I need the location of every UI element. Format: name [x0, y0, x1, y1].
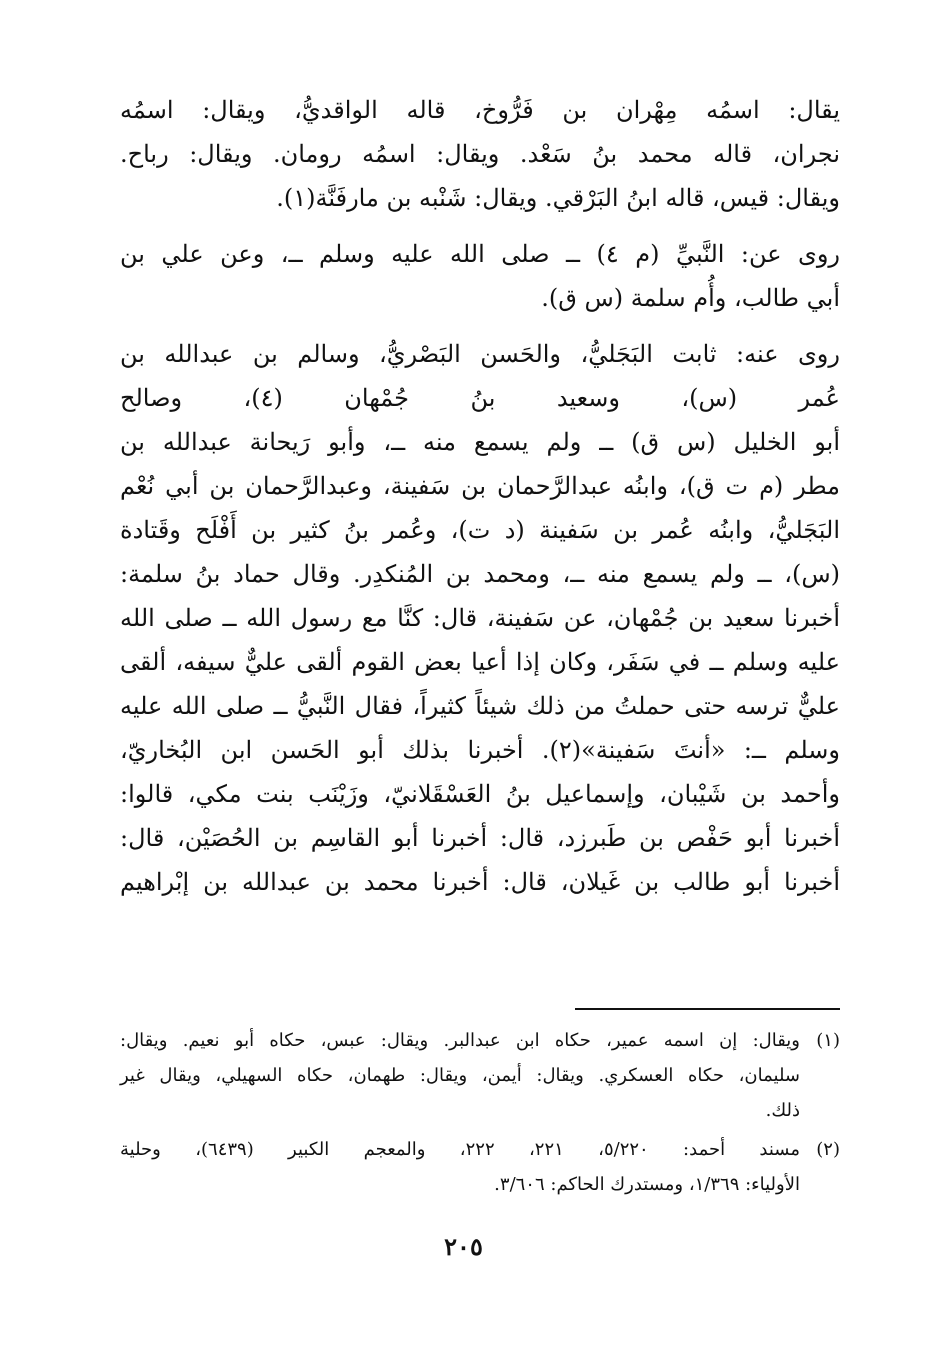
- text-line: أخبرنا سعيد بن جُمْهان، عن سَفينة، قال: كنَّا مع رسول الله ــ صلى الله: [120, 604, 840, 632]
- text-line: أخبرنا أبو حَفْص بن طَبرزد، قال: أخبرنا أبو القاسِم بن الحُصَيْن، قال:: [120, 824, 840, 852]
- text-line: روى عنه: ثابت البَجَليُّ، والحَسن البَصْريُّ، وسالم بن عبدالله بن: [120, 340, 840, 368]
- footnote-line: ويقال: إن اسمه عمير، حكاه ابن عبدالبر. ويقال: عبس، حكاه أبو نعيم. ويقال:: [120, 1030, 800, 1051]
- footnotes: [120, 1023, 840, 1206]
- text-line: عليٌّ ترسه حتى حملتُ من ذلك شيئاً كثيراً، فقال النَّبيُّ ــ صلى الله عليه: [120, 692, 840, 720]
- text-line: أبو الخليل (س ق) ــ ولم يسمع منه ــ، وأبو رَيحانة عبدالله بن: [120, 428, 840, 456]
- paragraph-narrated-by: [120, 332, 840, 904]
- page-body: [120, 88, 840, 1195]
- text-line: البَجَليُّ، وابنُه عُمر بن سَفينة (د ت)، وعُمر بنُ كثير بن أَفْلَح وقَتادة: [120, 516, 840, 544]
- footnote-divider: [575, 1008, 840, 1010]
- text-line: يقال: اسمُه مِهْران بن فَرُّوخ، قاله الواقديُّ، ويقال: اسمُه: [120, 96, 840, 124]
- text-line: وسلم ــ: «أنتَ سَفينة»(٢). أخبرنا بذلك أبو الحَسن ابن البُخاريّ،: [120, 736, 840, 764]
- text-line: (س)، ــ ولم يسمع منه ــ، ومحمد بن المُنكدِر. وقال حماد بنُ سلمة:: [120, 560, 840, 588]
- footnote-line: مسند أحمد: ٥/٢٢٠، ٢٢١، ٢٢٢، والمعجم الكبير (٦٤٣٩)، وحلية: [120, 1139, 801, 1160]
- page-number: ٢٠٥: [444, 1232, 483, 1261]
- text-line: عُمر (س)، وسعيد بنُ جُمْهان (٤)، وصالح: [120, 384, 840, 412]
- text-line: ويقال: قيس، قاله ابنُ البَرْقي. ويقال: شَنْبه بن مارفَنَّة(١).: [276, 184, 840, 212]
- footnote-1: [120, 1023, 840, 1128]
- text-line: عليه وسلم ــ في سَفَر، وكان إذا أعيا بعض القوم ألقى عليٌّ سيفه، ألقى: [120, 648, 840, 676]
- text-line: نجران، قاله محمد بنُ سَعْد. ويقال: اسمُه رومان. ويقال: رباح.: [120, 140, 840, 168]
- footnote-number: (١): [816, 1030, 840, 1051]
- text-line: مطر (م ت ق)، وابنُه عبدالرَّحمان بن سَفينة، وعبدالرَّحمان بن أبي نُعْم: [120, 472, 840, 500]
- footnote-text: [120, 1132, 800, 1202]
- footnote-line: الأولياء: ١/٣٦٩، ومستدرك الحاكم: ٣/٦٠٦.: [494, 1174, 800, 1195]
- footnote-number: (٢): [816, 1139, 840, 1160]
- text-line: أبي طالب، وأُم سلمة (س ق).: [541, 284, 840, 312]
- text-line: روى عن: النَّبيِّ (م ٤) ــ صلى الله عليه وسلم ــ، وعن علي بن: [120, 240, 840, 268]
- footnote-2: [120, 1132, 840, 1202]
- footnote-line: ذلك.: [765, 1100, 800, 1121]
- text-line: أخبرنا أبو طالب بن غَيلان، قال: أخبرنا محمد بن عبدالله بن إبْراهيم: [120, 868, 840, 896]
- text-line: وأحمد بن شَيْبان، وإسماعيل بنُ العَسْقَلانيّ، وزَيْنَب بنت مكي، قالوا:: [120, 780, 840, 808]
- paragraph-name: [120, 88, 840, 220]
- footnote-text: [120, 1023, 800, 1128]
- paragraph-narrated-from: [120, 232, 840, 320]
- footnote-line: سليمان، حكاه العسكري. ويقال: أيمن، ويقال: طهمان، حكاه السهيلي، ويقال غير: [120, 1065, 800, 1086]
